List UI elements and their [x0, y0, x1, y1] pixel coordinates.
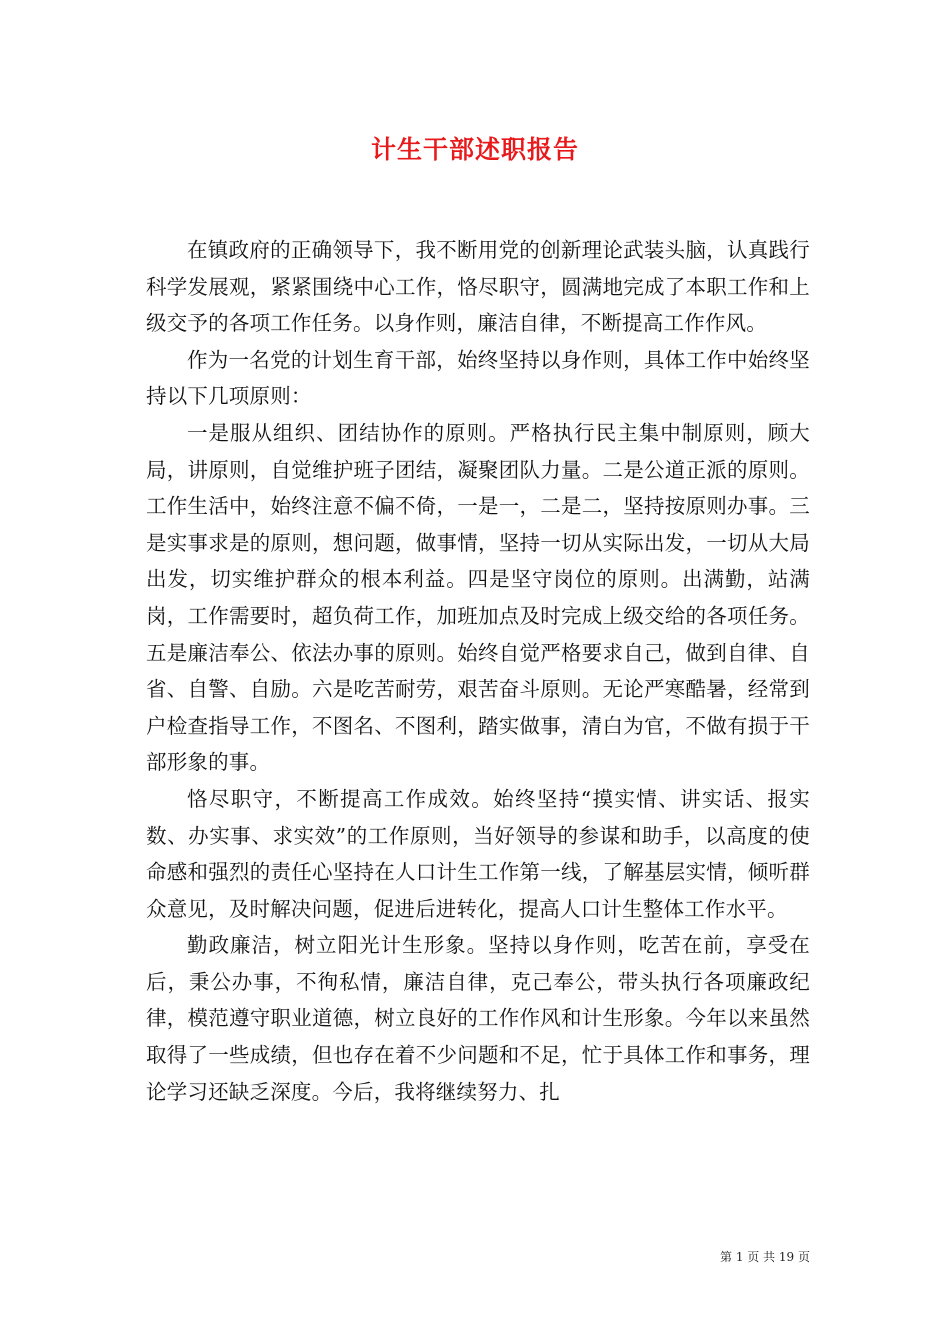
- paragraph-work-effectiveness: 恪尽职守，不断提高工作成效。始终坚持“摸实情、讲实话、报实数、办实事、求实效”的工作原则，当好领导的参谋和助手，以高度的使命感和强烈的责任心坚持在人口计生工作第一线，了解基层实情，倾听群众意见，及时解决问题，促进后进转化，提高人口计生整体工作水平。: [146, 786, 810, 921]
- document-title: 计生干部述职报告: [370, 135, 579, 164]
- document-body: [146, 232, 810, 1110]
- page-number-footer: 第 1 页 共 19 页: [720, 1250, 810, 1264]
- paragraph-integrity: 勤政廉洁，树立阳光计生形象。坚持以身作则，吃苦在前，享受在后，秉公办事，不徇私情，廉洁自律，克己奉公，带头执行各项廉政纪律，模范遵守职业道德，树立良好的工作作风和计生形象。今年以来虽然取得了一些成绩，但也存在着不少问题和不足，忙于具体工作和事务，理论学习还缺乏深度。今后，我将继续努力、扎: [146, 933, 810, 1104]
- paragraph-intro: 在镇政府的正确领导下，我不断用党的创新理论武装头脑，认真践行科学发展观，紧紧围绕中心工作，恪尽职守，圆满地完成了本职工作和上级交予的各项工作任务。以身作则，廉洁自律，不断提高工作作风。: [146, 238, 810, 336]
- paragraph-principles-intro: 作为一名党的计划生育干部，始终坚持以身作则，具体工作中始终坚持以下几项原则：: [146, 347, 810, 409]
- paragraph-principles-list: 一是服从组织、团结协作的原则。严格执行民主集中制原则，顾大局，讲原则，自觉维护班子团结，凝聚团队力量。二是公道正派的原则。工作生活中，始终注意不偏不倚，一是一，二是二，坚持按原则办事。三是实事求是的原则，想问题，做事情，坚持一切从实际出发，一切从大局出发，切实维护群众的根本利益。四是坚守岗位的原则。出满勤，站满岗，工作需要时，超负荷工作，加班加点及时完成上级交给的各项任务。五是廉洁奉公、依法办事的原则。始终自觉严格要求自己，做到自律、自省、自警、自励。六是吃苦耐劳，艰苦奋斗原则。无论严寒酷暑，经常到户检查指导工作，不图名、不图利，踏实做事，清白为官，不做有损于干部形象的事。: [146, 420, 810, 775]
